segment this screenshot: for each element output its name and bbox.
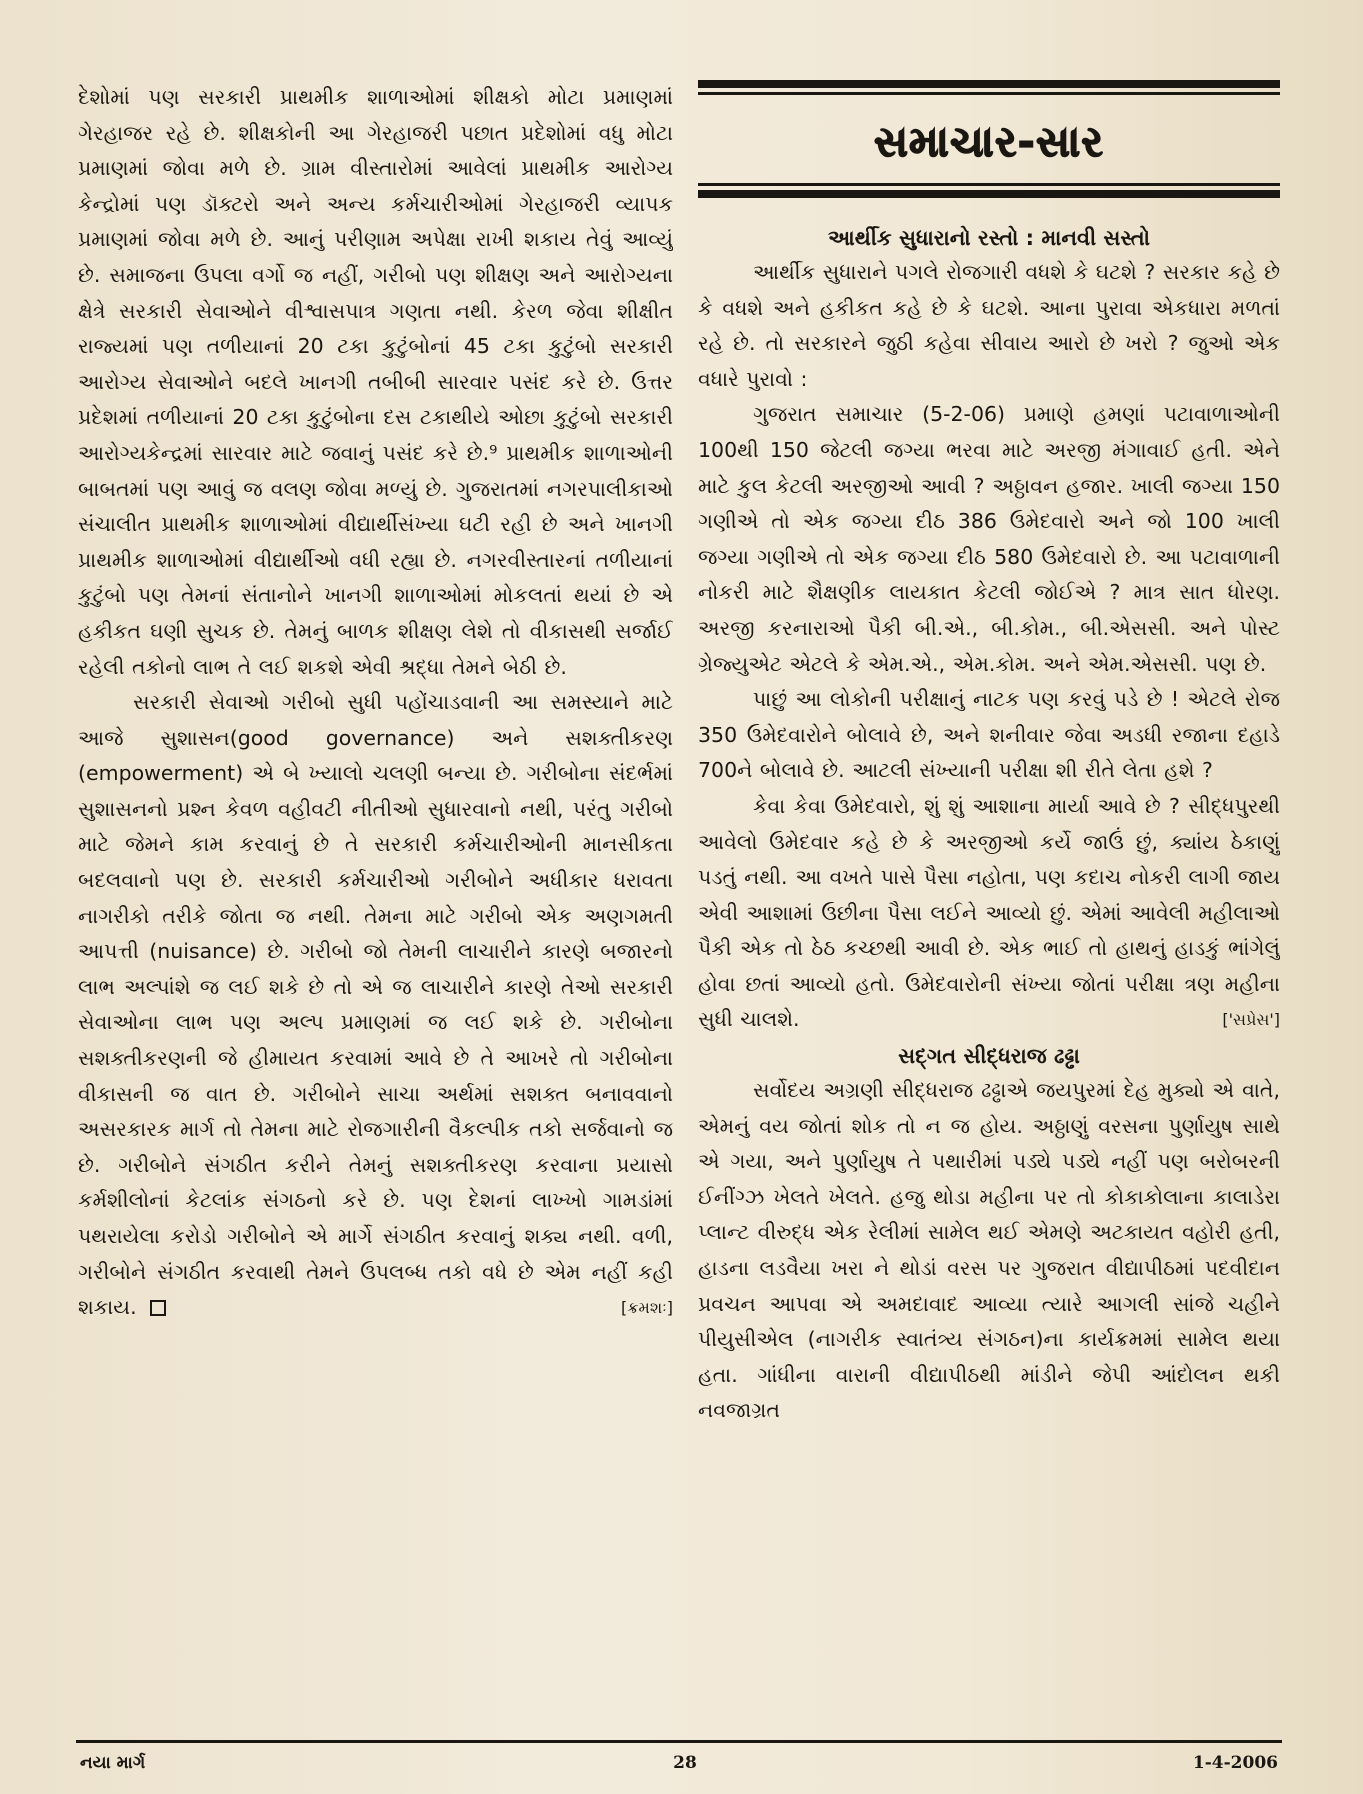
masthead-rule-top-thin	[698, 92, 1280, 95]
right-column	[698, 80, 1280, 1720]
article-1-paragraph-4	[698, 789, 1280, 1038]
masthead-rule-bottom-thin	[698, 183, 1280, 186]
article-1-paragraph-1: આર્થીક સુધારાને પગલે રોજગારી વધશે કે ઘટશે ? સરકાર કહે છે કે વધશે અને હકીકત કહે છે કે ઘટશે. આના પુરાવા એકધારા મળતાં રહે છે. તો સરકારને જુઠી કહેવા સીવાય આરો છે ખરો ? જુઓ એક વધારે પુરાવો :	[698, 260, 1280, 391]
page-number: 28	[673, 1753, 697, 1773]
issue-date: 1-4-2006	[1192, 1753, 1278, 1773]
footer-rule	[76, 1740, 1282, 1743]
masthead-rule-bottom	[698, 190, 1280, 198]
article-1-paragraph-2: ગુજરાત સમાચાર (5-2-06) પ્રમાણે હમણાં પટાવાળાઓની 100થી 150 જેટલી જગ્યા ભરવા માટે અરજી મંગાવાઈ હતી. એને માટે કુલ કેટલી અરજીઓ આવી ? અઠ્ઠાવન હજાર. ખાલી જગ્યા 150 ગણીએ તો એક જગ્યા દીઠ 386 ઉમેદવારો અને જો 100 ખાલી જગ્યા ગણીએ તો એક જગ્યા દીઠ 580 ઉમેદવારો છે. આ પટાવાળાની નોકરી માટે શૈક્ષણીક લાયકાત કેટલી જોઈએ ? માત્ર સાત ધોરણ. અરજી કરનારાઓ પૈકી બી.એ., બી.કોમ., બી.એસસી. અને પોસ્ટ ગ્રેજ્યુએટ એટલે કે એમ.એ., એમ.કોમ. અને એમ.એસસી. પણ છે.	[698, 402, 1280, 676]
left-column	[78, 80, 673, 1720]
article-2-heading: સદ્‌ગત સીદ્ધરાજ ઢઢ્ઢા	[898, 1044, 1080, 1069]
publication-name: નયા માર્ગ	[80, 1753, 146, 1773]
article-1-paragraph-4-text: કેવા કેવા ઉમેદવારો, શું શું આશાના માર્યા આવે છે ? સીદ્ધપુરથી આવેલો ઉમેદવાર કહે છે કે અરજીઓ કર્યે જાઉં છું, ક્યાંય ઠેકાણું પડતું નથી. આ વખતે પાસે પૈસા નહોતા, પણ કદાચ નોકરી લાગી જાય એવી આશામાં ઉછીના પૈસા લઈને આવ્યો છું. એમાં આવેલી મહીલાઓ પૈકી એક તો ઠેઠ કચ્છથી આવી છે. એક ભાઈ તો હાથનું હાડકું ભાંગેલું હોવા છતાં આવ્યો હતો. ઉમેદવારોની સંખ્યા જોતાં પરીક્ષા ત્રણ મહીના સુધી ચાલશે.	[698, 793, 1280, 1032]
article-1-credit: ['સપ્રેસ']	[1222, 1010, 1280, 1030]
masthead-rule-top	[698, 80, 1280, 88]
article-1-paragraph-3: પાછું આ લોકોની પરીક્ષાનું નાટક પણ કરવું પડે છે ! એટલે રોજ 350 ઉમેદવારોને બોલાવે છે, અને શનીવાર જેવા અડધી રજાના દહાડે 700ને બોલાવે છે. આટલી સંખ્યાની પરીક્ષા શી રીતે લેતા હશે ?	[698, 687, 1280, 783]
article-2-paragraph-1: સર્વોદય અગ્રણી સીદ્ધરાજ ઢઢ્ઢાએ જયપુરમાં દેહ મુક્યો એ વાતે, એમનું વય જોતાં શોક તો ન જ હોય. અઠ્ઠાણું વરસના પુર્ણાયુષ સાથે એ ગયા, અને પુર્ણાયુષ તે પથારીમાં પડ્યે પડ્યે નહીં પણ બરોબરની ઈનીંગ્ઝ ખેલતે ખેલતે. હજુ થોડા મહીના પર તો કોકાકોલાના કાલાડેરા પ્લાન્ટ વીરુદ્ધ એક રેલીમાં સામેલ થઈ એમણે અટકાયત વહોરી હતી, હાડના લડવૈયા ખરા ને થોડાં વરસ પર ગુજરાત વીદ્યાપીઠમાં પદવીદાન પ્રવચન આપવા એ અમદાવાદ આવ્યા ત્યારે આગલી સાંજે ચહીને પીયુસીએલ (નાગરીક સ્વાતંત્ર્ય સંગઠન)ના કાર્યક્રમમાં સામેલ થયા હતા. ગાંધીના વારાની વીદ્યાપીઠથી માંડીને જેપી આંદોલન થકી નવજાગ્રત	[698, 1078, 1280, 1423]
left-paragraph-2-text: સરકારી સેવાઓ ગરીબો સુધી પહોંચાડવાની આ સમસ્યાને માટે આજે સુશાસન(good governance) અને સશક્તીકરણ (empowerment) એ બે ખ્યાલો ચલણી બન્યા છે. ગરીબોના સંદર્ભમાં સુશાસનનો પ્રશ્ન કેવળ વહીવટી નીતીઓ સુધારવાનો નથી, પરંતુ ગરીબો માટે જેમને કામ કરવાનું છે તે સરકારી કર્મચારીઓની માનસીકતા બદલવાનો પણ છે. સરકારી કર્મચારીઓ ગરીબોને અધીકાર ધરાવતા નાગરીકો તરીકે જોતા જ નથી. તેમના માટે ગરીબો એક અણગમતી આપત્તી (nuisance) છે. ગરીબો જો તેમની લાચારીને કારણે બજારનો લાભ અલ્પાંશે જ લઈ શકે છે તો એ જ લાચારીને કારણે તેઓ સરકારી સેવાઓના લાભ પણ અલ્પ પ્રમાણમાં જ લઈ શકે છે. ગરીબોના સશક્તીકરણની જે હીમાયત કરવામાં આવે છે તે આખરે તો ગરીબોના વીકાસની જ વાત છે. ગરીબોને સાચા અર્થમાં સશક્ત બનાવવાનો અસરકારક માર્ગ તો તેમના માટે રોજગારીની વૈકલ્પીક તકો સર્જવાનો જ છે. ગરીબોને સંગઠીત કરીને તેમનું સશક્તીકરણ કરવાના પ્રયાસો કર્મશીલોનાં કેટલાંક સંગઠનો કરે છે. પણ દેશનાં લાખ્ખો ગામડાંમાં પથરાયેલા કરોડો ગરીબોને એ માર્ગે સંગઠીત કરવાનું શક્ય નથી. વળી, ગરીબોને સંગઠીત કરવાથી તેમને ઉપલબ્ધ તકો વધે છે એમ નહીં કહી શકાય.	[78, 690, 673, 1320]
section-masthead: સમાચાર-સાર	[873, 117, 1105, 166]
continued-label: [ક્રમશઃ]	[620, 1298, 673, 1318]
article-1-heading: આર્થીક સુધારાનો રસ્તો : માનવી સસ્તો	[828, 226, 1150, 250]
left-paragraph-2	[78, 685, 673, 1326]
left-paragraph-1: દેશોમાં પણ સરકારી પ્રાથમીક શાળાઓમાં શીક્ષકો મોટા પ્રમાણમાં ગેરહાજર રહે છે. શીક્ષકોની આ ગેરહાજરી પછાત પ્રદેશોમાં વધુ મોટા પ્રમાણમાં જોવા મળે છે. ગ્રામ વીસ્તારોમાં આવેલાં પ્રાથમીક આરોગ્ય કેન્દ્રોમાં પણ ડૉક્ટરો અને અન્ય કર્મચારીઓમાં ગેરહાજરી વ્યાપક પ્રમાણમાં જોવા મળે છે. આનું પરીણામ અપેક્ષા રાખી શકાય તેવું આવ્યું છે. સમાજના ઉપલા વર્ગો જ નહીં, ગરીબો પણ શીક્ષણ અને આરોગ્યના ક્ષેત્રે સરકારી સેવાઓને વીશ્વાસપાત્ર ગણતા નથી. કેરળ જેવા શીક્ષીત રાજ્યમાં પણ તળીયાનાં 20 ટકા કુટુંબોનાં 45 ટકા કુટુંબો સરકારી આરોગ્ય સેવાઓને બદલે ખાનગી તબીબી સારવાર પસંદ કરે છે. ઉત્તર પ્રદેશમાં તળીયાનાં 20 ટકા કુટુંબોના દસ ટકાથીયે ઓછા કુટુંબો સરકારી આરોગ્યકેન્દ્રમાં સારવાર માટે જવાનું પસંદ કરે છે.⁹ પ્રાથમીક શાળાઓની બાબતમાં પણ આવું જ વલણ જોવા મળ્યું છે. ગુજરાતમાં નગરપાલીકાઓ સંચાલીત પ્રાથમીક શાળાઓમાં વીદ્યાર્થીસંખ્યા ઘટી રહી છે અને ખાનગી પ્રાથમીક શાળાઓમાં વીદ્યાર્થીઓ વધી રહ્યા છે. નગરવીસ્તારનાં તળીયાનાં કુટુંબો પણ તેમનાં સંતાનોને ખાનગી શાળાઓમાં મોકલતાં થયાં છે એ હકીકત ઘણી સુચક છે. તેમનું બાળક શીક્ષણ લેશે તો વીકાસથી સર્જાઈ રહેલી તકોનો લાભ તે લઈ શકશે એવી શ્રદ્ધા તેમને બેઠી છે.	[78, 85, 673, 679]
end-of-article-mark	[150, 1300, 166, 1316]
